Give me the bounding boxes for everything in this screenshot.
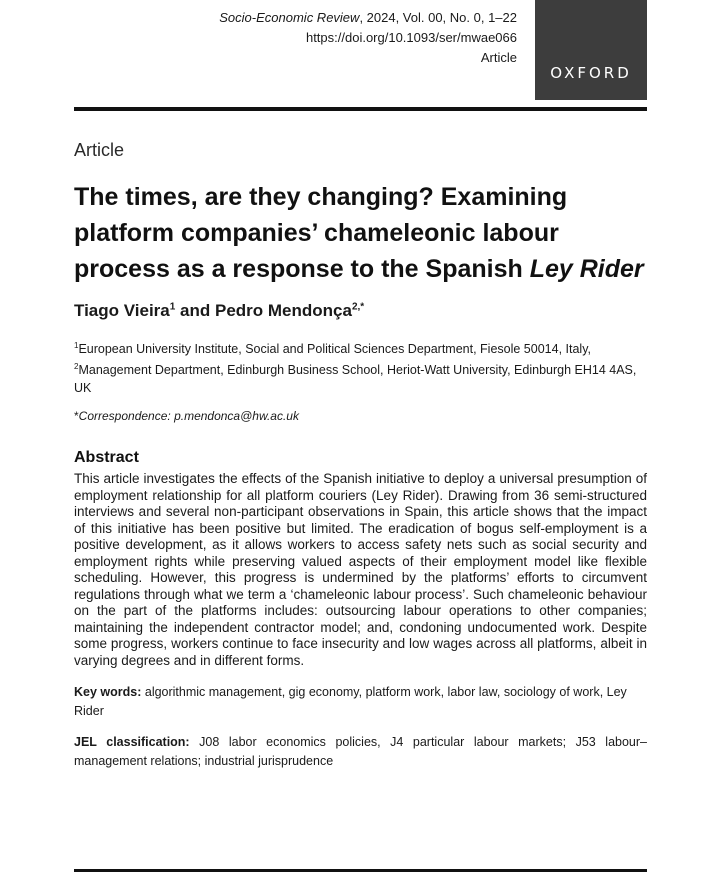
correspondence: *Correspondence: p.mendonca@hw.ac.uk [74, 409, 299, 424]
title-main: The times, are they changing? Examining platform companies’ chameleonic labour process as a response to the Spanish [74, 183, 568, 283]
journal-name: Socio-Economic Review [219, 10, 360, 25]
citation-line [219, 8, 517, 28]
correspondence-email[interactable]: Correspondence: p.mendonca@hw.ac.uk [78, 409, 299, 424]
author-1[interactable]: Tiago Vieira [74, 301, 170, 320]
jel-classification [74, 733, 647, 771]
author-list [74, 301, 647, 321]
bottom-divider [74, 869, 647, 872]
article-type: Article [74, 140, 125, 160]
abstract-body: This article investigates the effects of the Spanish initiative to deploy a universal presumption of employment relationship for all platform couriers (Ley Rider). Drawing from 36 semi-structured interviews and several non-participant observations in Spain, this article shows that the impact of this initiative has been positive but limited. The eradication of bogus self-employment is a positive development, as it allows workers to access safety nets such as social security and employment rights while preserving valued aspects of their employment model like flexible scheduling. However, this progress is undermined by the platforms’ efforts to circumvent regulations through what we term a ‘chameleonic labour process’. Such chameleonic behaviour on the part of the platforms includes: outsourcing labour operations to other companies; maintaining the independent contractor model; and, condoning undocumented work. Despite some progress, workers continue to face insecurity and low wages across all platforms, albeit in varying degrees and in different forms. [74, 471, 647, 668]
top-divider [74, 107, 647, 111]
title-italic: Ley Rider [529, 255, 644, 283]
article-front-matter [74, 140, 647, 771]
keywords-text: algorithmic management, gig economy, platform work, labor law, sociology of work, Ley Rider [74, 685, 627, 719]
citation-volume: , 2024, Vol. 00, No. 0, 1–22 [359, 10, 517, 25]
doi-link[interactable]: https://doi.org/10.1093/ser/mwae066 [305, 30, 517, 45]
article-type-label: Article [480, 50, 517, 65]
oxford-logo [535, 0, 647, 100]
keywords [74, 683, 647, 721]
logo-text: OXFORD [550, 64, 632, 82]
author-conjunction: and [175, 301, 215, 320]
abstract-heading: Abstract [74, 449, 139, 467]
affiliations [74, 337, 647, 397]
journal-citation [219, 8, 517, 68]
affiliation-2: $^2$Management Department, Edinburgh Business School, Heriot-Watt University, Edinburgh EH14 4AS, UK [74, 362, 637, 396]
author-2-affiliation: 2,* [351, 301, 365, 313]
keywords-label: Key words: [74, 685, 142, 700]
author-2[interactable]: Pedro Mendonça [214, 301, 352, 320]
article-title [74, 179, 647, 287]
jel-label: JEL classification: [74, 735, 190, 750]
author-1-affiliation: 1 [169, 301, 176, 313]
jel-text: J08 labor economics policies, J4 particular labour markets; J53 labour–management relations; industrial jurisprudence [74, 735, 647, 769]
affiliation-1: $^1$European University Institute, Social and Political Sciences Department, Fiesole 50014, Italy, [74, 341, 591, 357]
